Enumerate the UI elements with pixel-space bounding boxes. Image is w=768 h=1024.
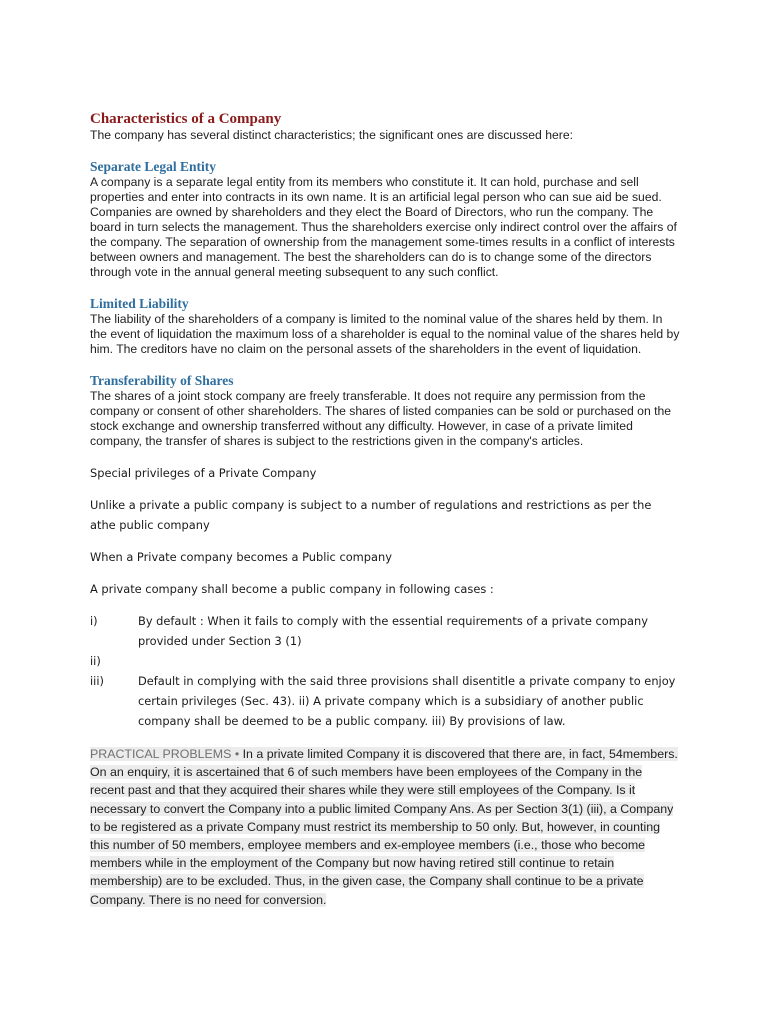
spacer	[90, 449, 680, 463]
spacer	[90, 357, 680, 373]
privileges-text: Unlike a private a public company is subject to a number of regulations and restrictions as per the athe public company	[90, 498, 652, 532]
list-item-text: By default : When it fails to comply with the essential requirements of a private company provided under Section 3 (1)	[138, 614, 648, 648]
document-page	[90, 110, 680, 909]
spacer	[90, 567, 680, 579]
intro-paragraph: The company has several distinct characteristics; the significant ones are discussed here:	[90, 128, 573, 142]
becomes-public-heading: When a Private company becomes a Public company	[90, 550, 392, 564]
section-body-separate-legal-entity: A company is a separate legal entity from its members who constitute it. It can hold, purchase and sell properties and enter into contracts in its own name. It is an artificial legal person who can sue aid be sued. Companies are owned by shareholders and they elect the Board of Directors, who run the company. The board in turn selects the management. Thus the shareholders exercise only indirect control over the affairs of the company. The separation of ownership from the management some-times results in a conflict of interests between owners and management. The best the shareholders can do is to change some of the directors through vote in the annual general meeting subsequent to any such conflict.	[90, 175, 677, 279]
practical-problems-lead: PRACTICAL PROBLEMS •	[90, 747, 243, 761]
practical-problems-body: In a private limited Company it is discovered that there are, in fact, 54members. On an enquiry, it is ascertained that 6 of such members have been employees of the Company in the recent past and that they acquired their shares while they were still employees of the Company. Is it necessary to convert the Company into a public limited Company Ans. As per Section 3(1) (iii), a Company to be registered as a private Company must restrict its membership to 50 only. But, however, in counting this number of 50 members, employee members and ex-employee members (i.e., those who become members while in the employment of the Company but now having retired still continue to retain membership) are to be excluded. Thus, in the given case, the Company shall continue to be a private Company. There is no need for conversion.	[90, 747, 678, 907]
spacer	[90, 143, 680, 159]
list-item-text: Default in complying with the said three provisions shall disentitle a private company to enjoy certain privileges (Sec. 43). ii) A private company which is a subsidiary of another public company shall be deemed to be a public company. iii) By provisions of law.	[138, 674, 676, 728]
list-item-number: iii)	[90, 674, 104, 688]
section-body-transferability: The shares of a joint stock company are freely transferable. It does not require any permission from the company or consent of other shareholders. The shares of listed companies can be sold or purchased on the stock exchange and ownership transferred without any difficulty. However, in case of a private limited company, the transfer of shares is subject to the restrictions given in the company's articles.	[90, 389, 672, 448]
list-item	[90, 671, 680, 731]
list-item	[90, 611, 680, 651]
privileges-heading: Special privileges of a Private Company	[90, 466, 317, 480]
section-body-limited-liability: The liability of the shareholders of a company is limited to the nominal value of the shares held by them. In the event of liquidation the maximum loss of a shareholder is equal to the nominal value of the shares held by him. The creditors have no claim on the personal assets of the shareholders in the event of liquidation.	[90, 312, 680, 356]
list-item-text	[138, 651, 680, 671]
practical-problems-paragraph	[90, 745, 680, 909]
spacer	[90, 599, 680, 611]
spacer	[90, 535, 680, 547]
becomes-public-intro: A private company shall become a public company in following cases :	[90, 582, 494, 596]
section-heading-separate-legal-entity: Separate Legal Entity	[90, 159, 216, 174]
document-title: Characteristics of a Company	[90, 111, 282, 127]
section-heading-limited-liability: Limited Liability	[90, 296, 189, 311]
list-item	[90, 651, 680, 671]
list-item-number: i)	[90, 614, 98, 628]
section-heading-transferability: Transferability of Shares	[90, 373, 234, 388]
cases-list	[90, 611, 680, 731]
spacer	[90, 280, 680, 296]
spacer	[90, 483, 680, 495]
spacer	[90, 731, 680, 745]
list-item-number: ii)	[90, 654, 101, 668]
